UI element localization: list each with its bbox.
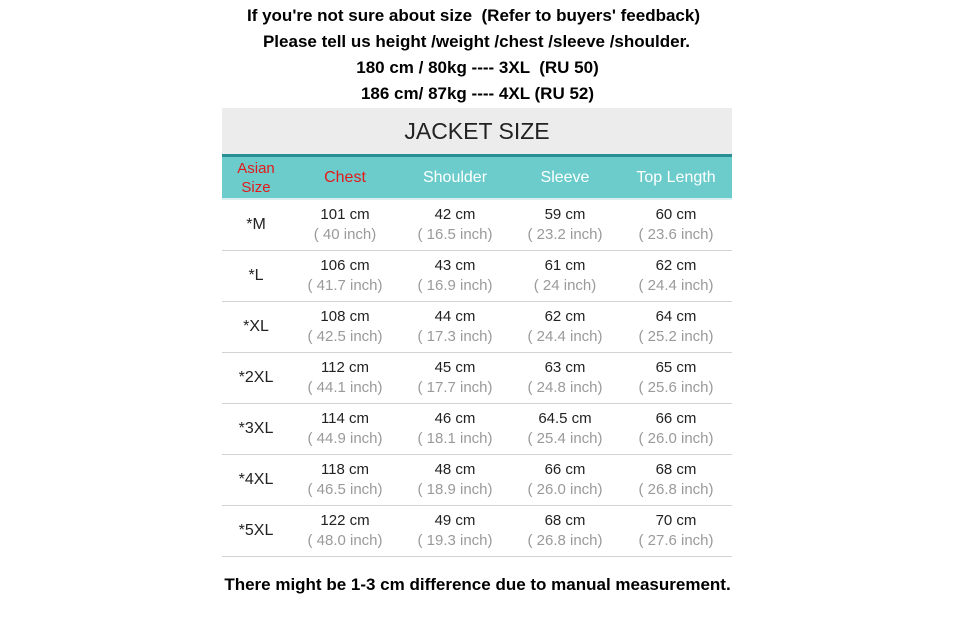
size-cell: [222, 302, 290, 352]
length-cm-value: 70 cm: [655, 512, 697, 529]
table-header-row: [222, 157, 732, 200]
table-row: [222, 200, 732, 251]
note-example-4xl: 186 cm/ 87kg ---- 4XL (RU 52): [360, 84, 595, 103]
shoulder-cm-value: 45 cm: [434, 359, 476, 376]
length-inch-value: ( 24.4 inch): [638, 277, 714, 294]
size-advice-notes: [0, 3, 955, 107]
sleeve-cell: [510, 455, 620, 505]
sleeve-inch-value: ( 24.8 inch): [527, 379, 603, 396]
length-cm-value: 66 cm: [655, 410, 697, 427]
length-inch-value: ( 25.6 inch): [638, 379, 714, 396]
chest-cm-value: 112 cm: [320, 359, 370, 376]
shoulder-cm-value: 49 cm: [434, 512, 476, 529]
header-asian-line1: Asian: [237, 159, 275, 177]
chest-cm-value: 106 cm: [320, 257, 370, 274]
chest-inch-value: ( 44.9 inch): [307, 430, 383, 447]
measurement-disclaimer: There might be 1-3 cm difference due to manual measurement.: [224, 575, 731, 594]
chest-inch-value: ( 41.7 inch): [307, 277, 383, 294]
shoulder-cell: [400, 404, 510, 454]
size-cell: [222, 404, 290, 454]
chest-cell: [290, 251, 400, 301]
shoulder-inch-value: ( 16.5 inch): [417, 226, 493, 243]
size-label: *3XL: [238, 420, 274, 437]
length-cell: [620, 302, 732, 352]
sleeve-cm-value: 64.5 cm: [538, 410, 592, 427]
size-label: *2XL: [238, 369, 274, 386]
length-cm-value: 68 cm: [655, 461, 697, 478]
chest-cell: [290, 353, 400, 403]
table-row: [222, 404, 732, 455]
table-row: [222, 353, 732, 404]
shoulder-cell: [400, 455, 510, 505]
size-label: *5XL: [238, 522, 274, 539]
size-cell: [222, 455, 290, 505]
chest-cm-value: 101 cm: [320, 206, 370, 223]
size-label: *M: [246, 216, 266, 233]
length-inch-value: ( 27.6 inch): [638, 532, 714, 549]
chest-inch-value: ( 48.0 inch): [307, 532, 383, 549]
chest-cm-value: 118 cm: [320, 461, 370, 478]
chest-cm-value: 122 cm: [320, 512, 370, 529]
note-example-3xl: 180 cm / 80kg ---- 3XL (RU 50): [356, 58, 599, 77]
header-chest: Chest: [324, 168, 366, 186]
shoulder-cm-value: 46 cm: [434, 410, 476, 427]
shoulder-cell: [400, 200, 510, 250]
length-cell: [620, 506, 732, 556]
shoulder-inch-value: ( 17.7 inch): [417, 379, 493, 396]
shoulder-cell: [400, 302, 510, 352]
shoulder-cm-value: 44 cm: [434, 308, 476, 325]
chest-cell: [290, 302, 400, 352]
sleeve-cell: [510, 200, 620, 250]
table-row: [222, 302, 732, 353]
length-inch-value: ( 25.2 inch): [638, 328, 714, 345]
sleeve-cm-value: 62 cm: [544, 308, 586, 325]
shoulder-inch-value: ( 18.1 inch): [417, 430, 493, 447]
header-shoulder: Shoulder: [422, 168, 488, 186]
shoulder-inch-value: ( 16.9 inch): [417, 277, 493, 294]
sleeve-inch-value: ( 26.0 inch): [527, 481, 603, 498]
shoulder-cm-value: 43 cm: [434, 257, 476, 274]
shoulder-cm-value: 42 cm: [434, 206, 476, 223]
jacket-size-table: [222, 108, 732, 557]
length-inch-value: ( 26.8 inch): [638, 481, 714, 498]
chest-inch-value: ( 46.5 inch): [307, 481, 383, 498]
header-asian-size: [222, 157, 290, 198]
sleeve-cm-value: 61 cm: [544, 257, 586, 274]
chest-inch-value: ( 44.1 inch): [307, 379, 383, 396]
sleeve-inch-value: ( 24 inch): [533, 277, 597, 294]
length-cell: [620, 404, 732, 454]
sleeve-cell: [510, 251, 620, 301]
sleeve-inch-value: ( 23.2 inch): [527, 226, 603, 243]
chest-cell: [290, 200, 400, 250]
size-label: *4XL: [238, 471, 274, 488]
shoulder-inch-value: ( 17.3 inch): [417, 328, 493, 345]
note-size-feedback: If you're not sure about size (Refer to buyers' feedback): [246, 6, 700, 25]
note-measurements-request: Please tell us height /weight /chest /sleeve /shoulder.: [262, 32, 691, 51]
sleeve-cm-value: 63 cm: [544, 359, 586, 376]
size-cell: [222, 353, 290, 403]
table-row: [222, 455, 732, 506]
shoulder-cell: [400, 353, 510, 403]
shoulder-cm-value: 48 cm: [434, 461, 476, 478]
chest-cell: [290, 455, 400, 505]
length-cm-value: 65 cm: [655, 359, 697, 376]
length-cell: [620, 200, 732, 250]
size-label: *XL: [243, 318, 269, 335]
sleeve-cell: [510, 353, 620, 403]
header-top-length: Top Length: [636, 168, 716, 186]
sleeve-cm-value: 68 cm: [544, 512, 586, 529]
chest-inch-value: ( 40 inch): [313, 226, 377, 243]
size-cell: [222, 200, 290, 250]
chest-inch-value: ( 42.5 inch): [307, 328, 383, 345]
sleeve-cell: [510, 302, 620, 352]
header-sleeve: Sleeve: [540, 168, 590, 186]
sleeve-cell: [510, 404, 620, 454]
sleeve-cm-value: 66 cm: [544, 461, 586, 478]
sleeve-cm-value: 59 cm: [544, 206, 586, 223]
chest-cm-value: 108 cm: [320, 308, 370, 325]
table-row: [222, 506, 732, 557]
size-cell: [222, 251, 290, 301]
length-cell: [620, 455, 732, 505]
table-body: [222, 200, 732, 557]
length-cm-value: 64 cm: [655, 308, 697, 325]
length-inch-value: ( 23.6 inch): [638, 226, 714, 243]
table-title: JACKET SIZE: [222, 108, 732, 154]
sleeve-cell: [510, 506, 620, 556]
table-row: [222, 251, 732, 302]
header-asian-line2: Size: [241, 178, 271, 196]
shoulder-inch-value: ( 18.9 inch): [417, 481, 493, 498]
shoulder-cell: [400, 251, 510, 301]
chest-cm-value: 114 cm: [320, 410, 370, 427]
length-cm-value: 60 cm: [655, 206, 697, 223]
size-label: *L: [248, 267, 264, 284]
length-cell: [620, 353, 732, 403]
shoulder-cell: [400, 506, 510, 556]
sleeve-inch-value: ( 24.4 inch): [527, 328, 603, 345]
length-cm-value: 62 cm: [655, 257, 697, 274]
length-cell: [620, 251, 732, 301]
length-inch-value: ( 26.0 inch): [638, 430, 714, 447]
shoulder-inch-value: ( 19.3 inch): [417, 532, 493, 549]
chest-cell: [290, 506, 400, 556]
sleeve-inch-value: ( 26.8 inch): [527, 532, 603, 549]
chest-cell: [290, 404, 400, 454]
sleeve-inch-value: ( 25.4 inch): [527, 430, 603, 447]
size-cell: [222, 506, 290, 556]
